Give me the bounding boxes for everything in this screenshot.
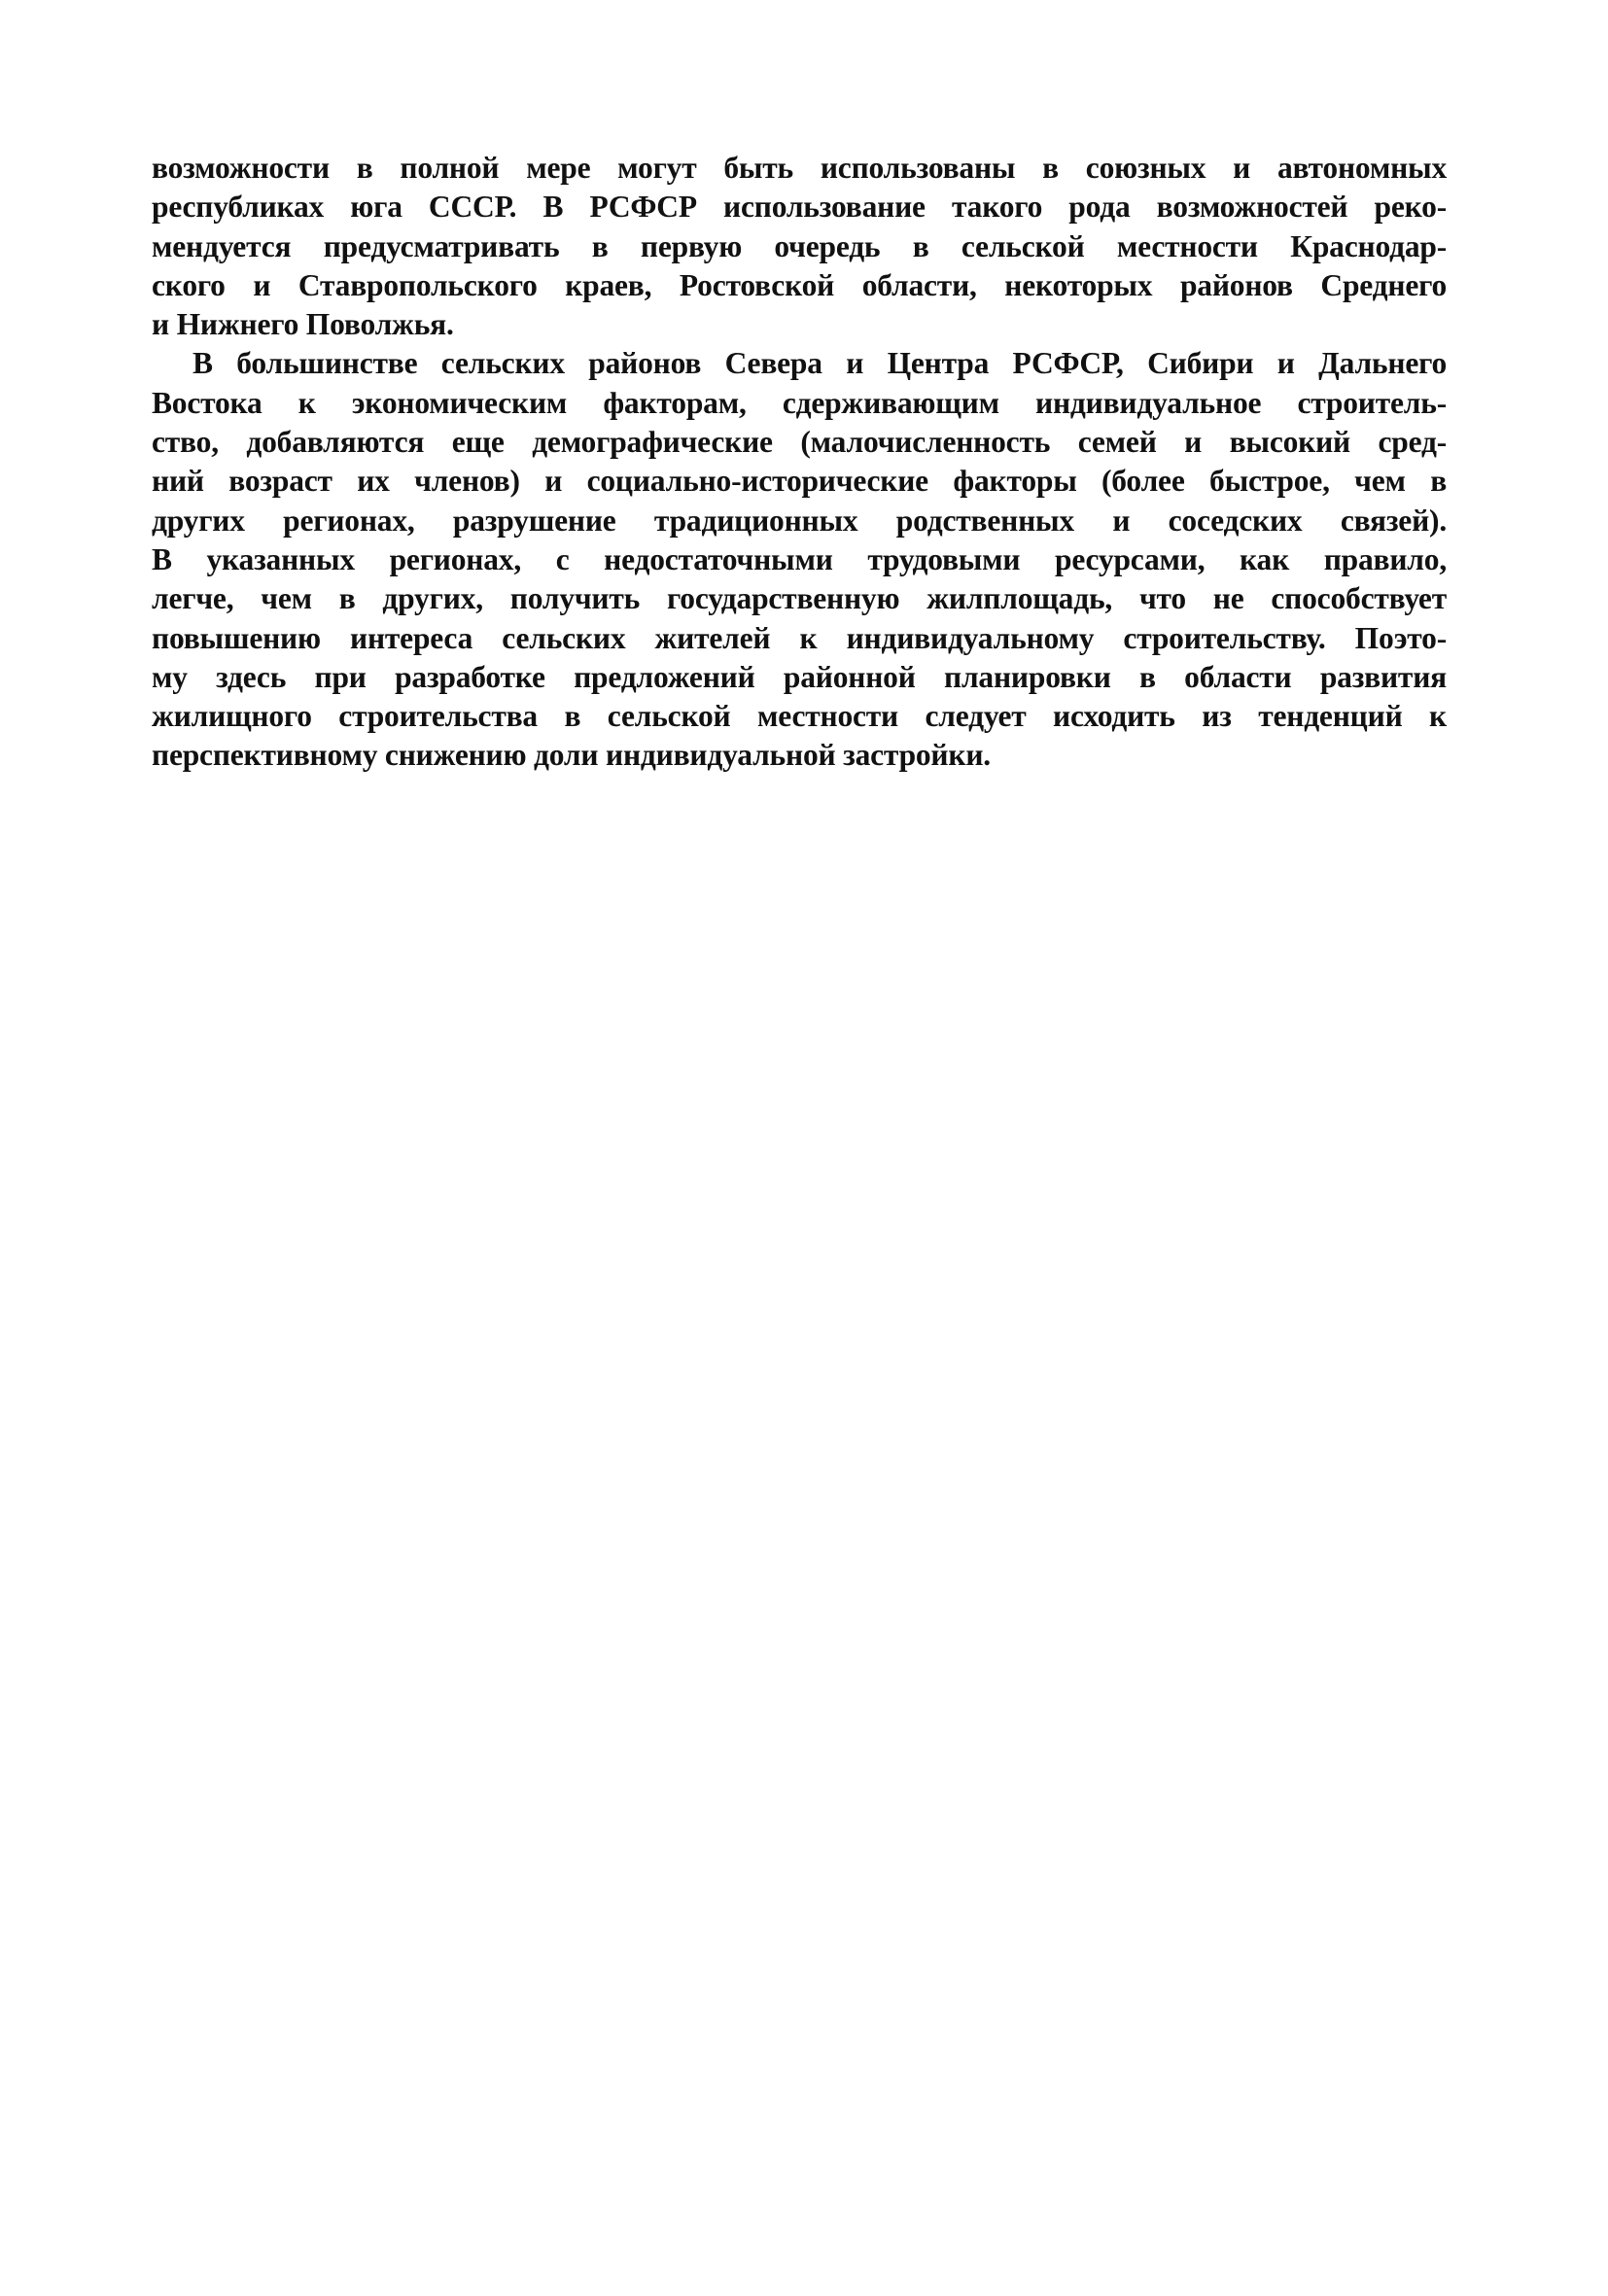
- body-text: [152, 149, 1447, 776]
- text-line: ского и Ставропольского краев, Ростовской области, некоторых районов Среднего: [152, 267, 1447, 302]
- text-line: му здесь при разработке предложений районной планировки в области развития: [152, 659, 1447, 694]
- text-line: ний возраст их членов) и социально-исторические факторы (более быстрое, чем в: [152, 464, 1447, 499]
- text-line: легче, чем в других, получить государственную жилплощадь, что не способствует: [152, 581, 1447, 616]
- text-line: Востока к экономическим факторам, сдерживающим индивидуальное строитель-: [152, 385, 1447, 420]
- text-line: жилищного строительства в сельской местности следует исходить из тенденций к: [152, 699, 1447, 734]
- text-line: возможности в полной мере могут быть использованы в союзных и автономных: [152, 151, 1447, 185]
- text-line: В указанных регионах, с недостаточными трудовыми ресурсами, как правило,: [152, 541, 1447, 576]
- text-line: мендуется предусматривать в первую очередь в сельской местности Краснодар-: [152, 228, 1447, 263]
- text-line: В большинстве сельских районов Севера и Центра РСФСР, Сибири и Дальнего: [192, 346, 1447, 381]
- text-line: ство, добавляются еще демографические (малочисленность семей и высокий сред-: [152, 425, 1447, 460]
- paragraph-2: [152, 344, 1447, 775]
- text-line: и Нижнего Поволжья.: [152, 307, 454, 342]
- text-line: других регионах, разрушение традиционных родственных и соседских связей).: [152, 503, 1447, 538]
- paragraph-1: [152, 149, 1447, 344]
- text-line: перспективному снижению доли индивидуальной застройки.: [152, 738, 991, 773]
- text-line: республиках юга СССР. В РСФСР использование такого рода возможностей реко-: [152, 190, 1447, 225]
- text-line: повышению интереса сельских жителей к индивидуальному строительству. Поэто-: [152, 620, 1447, 655]
